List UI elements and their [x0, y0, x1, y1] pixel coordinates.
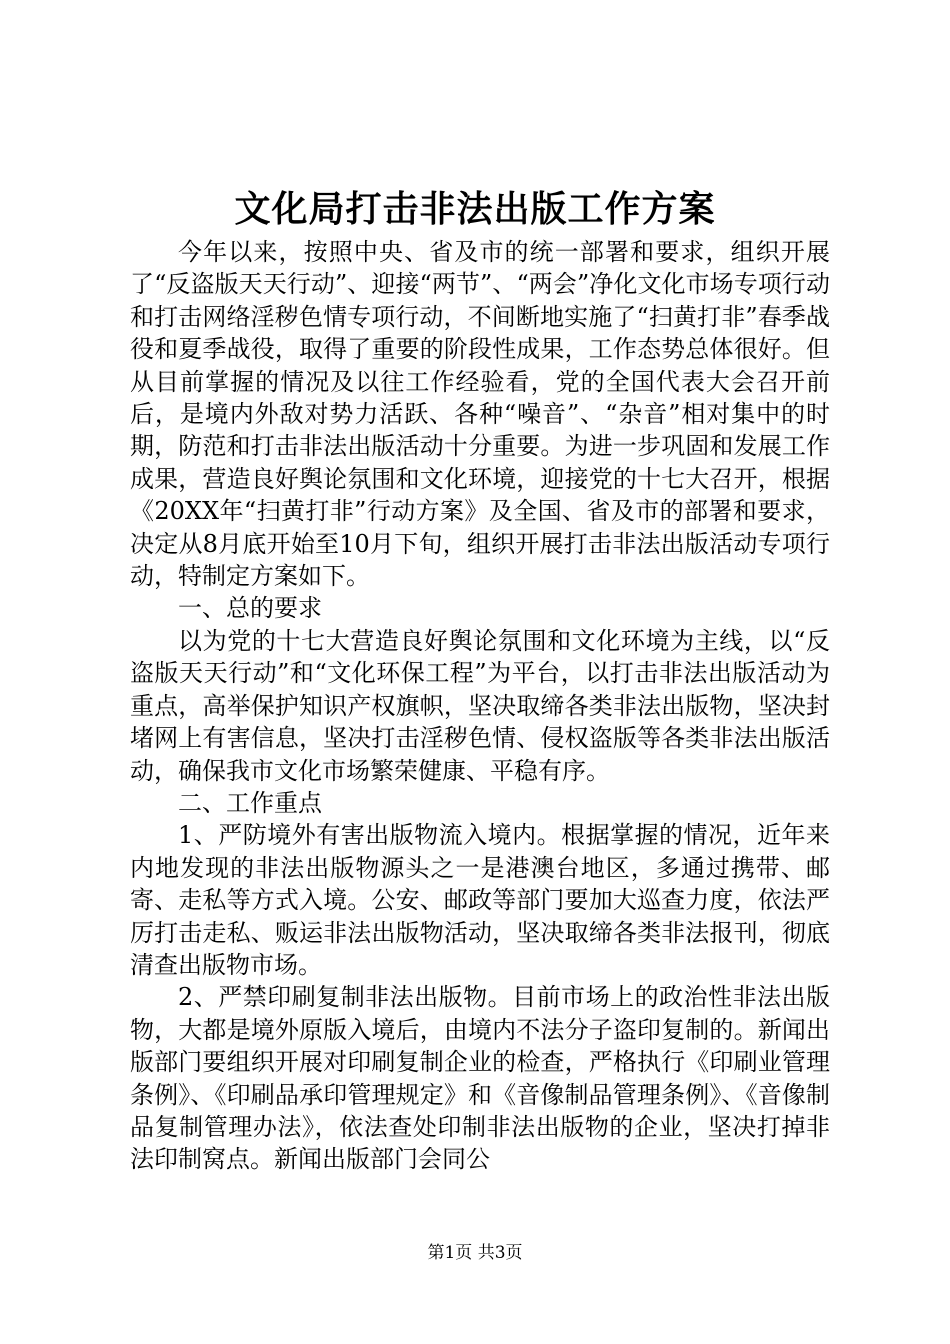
section-heading-work-focus: 二、工作重点	[178, 788, 322, 817]
intro-paragraph: 今年以来，按照中央、省及市的统一部署和要求，组织开展了“反盗版天天行动”、迎接“两节”、“两会”净化文化市场专项行动和打击网络淫秽色情专项行动，不间断地实施了“扫黄打非”春季战役和夏季战役，取得了重要的阶段性成果，工作态势总体很好。但从目前掌握的情况及以往工作经验看，党的全国代表大会召开前后，是境内外敌对势力活跃、各种“噪音”、“杂音”相对集中的时期，防范和打击非法出版活动十分重要。为进一步巩固和发展工作成果，营造良好舆论氛围和文化环境，迎接党的十七大召开，根据《20XX年“扫黄打非”行动方案》及全国、省及市的部署和要求，决定从8月底开始至10月下旬，组织开展打击非法出版活动专项行动，特制定方案如下。	[130, 238, 830, 591]
section-heading-general-requirements: 一、总的要求	[178, 594, 322, 623]
document-body	[130, 236, 830, 1176]
work-focus-item-2: 2、严禁印刷复制非法出版物。目前市场上的政治性非法出版物，大都是境外原版入境后，由境内不法分子盗印复制的。新闻出版部门要组织开展对印刷复制企业的检查，严格执行《印刷业管理条例》、《印刷品承印管理规定》和《音像制品管理条例》、《音像制品复制管理办法》，依法查处印制非法出版物的企业，坚决打掉非法印制窝点。新闻出版部门会同公	[130, 983, 830, 1174]
work-focus-item-1: 1、严防境外有害出版物流入境内。根据掌握的情况，近年来内地发现的非法出版物源头之一是港澳台地区，多通过携带、邮寄、走私等方式入境。公安、邮政等部门要加大巡查力度，依法严厉打击走私、贩运非法出版物活动，坚决取缔各类非法报刊，彻底清查出版物市场。	[130, 821, 830, 979]
page-number-footer: 第1页 共3页	[427, 1243, 523, 1263]
general-requirements-paragraph: 以为党的十七大营造良好舆论氛围和文化环境为主线，以“反盗版天天行动”和“文化环保工程”为平台，以打击非法出版活动为重点，高举保护知识产权旗帜，坚决取缔各类非法出版物，坚决封堵网上有害信息，坚决打击淫秽色情、侵权盗版等各类非法出版活动，确保我市文化市场繁荣健康、平稳有序。	[130, 626, 830, 785]
document-title: 文化局打击非法出版工作方案	[234, 188, 716, 230]
